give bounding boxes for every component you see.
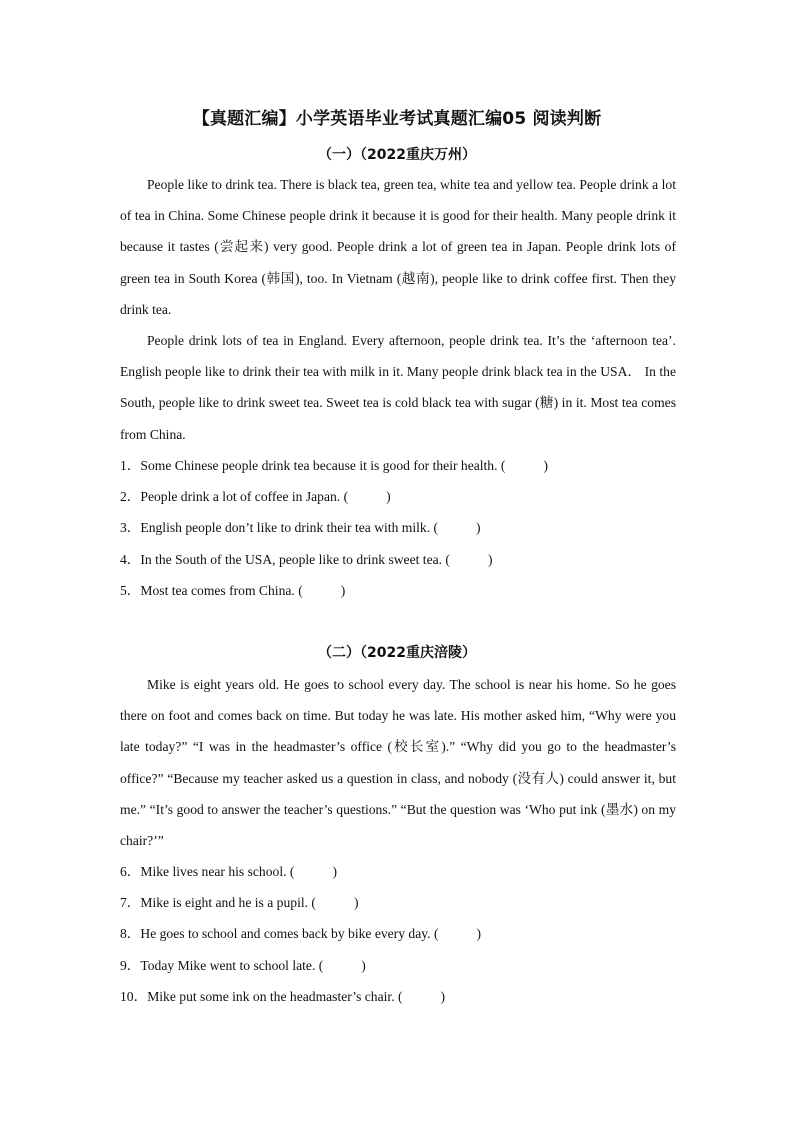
passage-paragraph: People drink lots of tea in England. Every afternoon, people drink tea. It’s the ‘afternoon tea’. English people like to drink their tea with milk in it. Many people drink black tea in the USA． In the South, people like to drink sweet tea. Sweet tea is cold black tea with sugar (糖) in it. Most tea comes from China. (120, 333, 676, 442)
question-close-paren: ) (361, 957, 366, 973)
question-text: Mike is eight and he is a pupil. ( (140, 895, 316, 911)
question-text: Mike put some ink on the headmaster’s chair. ( (147, 988, 403, 1004)
question-item (120, 544, 676, 575)
question-item (120, 950, 676, 981)
question-number: 6． (120, 864, 141, 879)
question-close-paren: ) (476, 926, 482, 942)
question-number: 8． (120, 926, 141, 942)
question-text: He goes to school and comes back by bike every day. ( (140, 926, 439, 942)
question-number: 1． (120, 458, 141, 473)
question-close-paren: ) (440, 988, 446, 1004)
section-2-passage (120, 669, 676, 856)
question-number: 3． (120, 520, 141, 536)
question-close-paren: ) (476, 520, 481, 536)
question-item (120, 481, 676, 512)
question-item (120, 575, 676, 606)
question-number: 2． (120, 489, 141, 505)
question-text: People drink a lot of coffee in Japan. ( (140, 489, 349, 505)
section-1-passage (120, 169, 676, 450)
question-text: Today Mike went to school late. ( (140, 957, 324, 973)
question-number: 10． (120, 988, 148, 1004)
question-number: 9． (120, 957, 141, 973)
question-text: Mike lives near his school. ( (140, 864, 295, 879)
question-close-paren: ) (332, 864, 337, 879)
section-1-heading: （一）（2022重庆万州） (318, 147, 476, 163)
question-item (120, 512, 676, 543)
question-close-paren: ) (543, 458, 548, 473)
passage-paragraph: People like to drink tea. There is black tea, green tea, white tea and yellow tea. People drink a lot of tea in China. Some Chinese people drink it because it is good for their health. Many people drink it because it tastes (尝起来) very good. People drink a lot of green tea in Japan. People drink lots of green tea in South Korea (韩国), too. In Vietnam (越南), people like to drink coffee first. Then they drink tea. (120, 177, 676, 317)
question-text: Most tea comes from China. ( (140, 582, 303, 598)
question-close-paren: ) (386, 489, 391, 505)
question-text: In the South of the USA, people like to drink sweet tea. ( (140, 551, 450, 567)
question-item (120, 918, 676, 949)
question-item (120, 887, 676, 918)
question-item (120, 856, 676, 887)
question-number: 5． (120, 582, 141, 598)
question-number: 4． (120, 551, 141, 567)
section-2-heading: （二）（2022重庆涪陵） (318, 645, 476, 661)
passage-paragraph: Mike is eight years old. He goes to school every day. The school is near his home. So he goes there on foot and comes back on time. But today he was late. His mother asked him, “Why were you late today?” “I was in the headmaster’s office (校长室).” “Why did you go to the headmaster’s office?” “Because my teacher asked us a question in class, and nobody (没有人) could answer it, but me.” “It’s good to answer the teacher’s questions.” “But the question was ‘Who put ink (墨水) on my chair?’” (120, 677, 676, 849)
question-close-paren: ) (487, 551, 493, 567)
question-item (120, 450, 676, 481)
section-1-questions (120, 450, 676, 606)
question-close-paren: ) (353, 895, 359, 911)
question-text: English people don’t like to drink their tea with milk. ( (140, 520, 439, 536)
question-item (120, 981, 676, 1012)
question-text: Some Chinese people drink tea because it is good for their health. ( (140, 458, 506, 473)
document-title: 【真题汇编】小学英语毕业考试真题汇编05 阅读判断 (192, 109, 602, 129)
question-close-paren: ) (340, 582, 346, 598)
section-2-questions (120, 856, 676, 1012)
question-number: 7． (120, 895, 141, 911)
